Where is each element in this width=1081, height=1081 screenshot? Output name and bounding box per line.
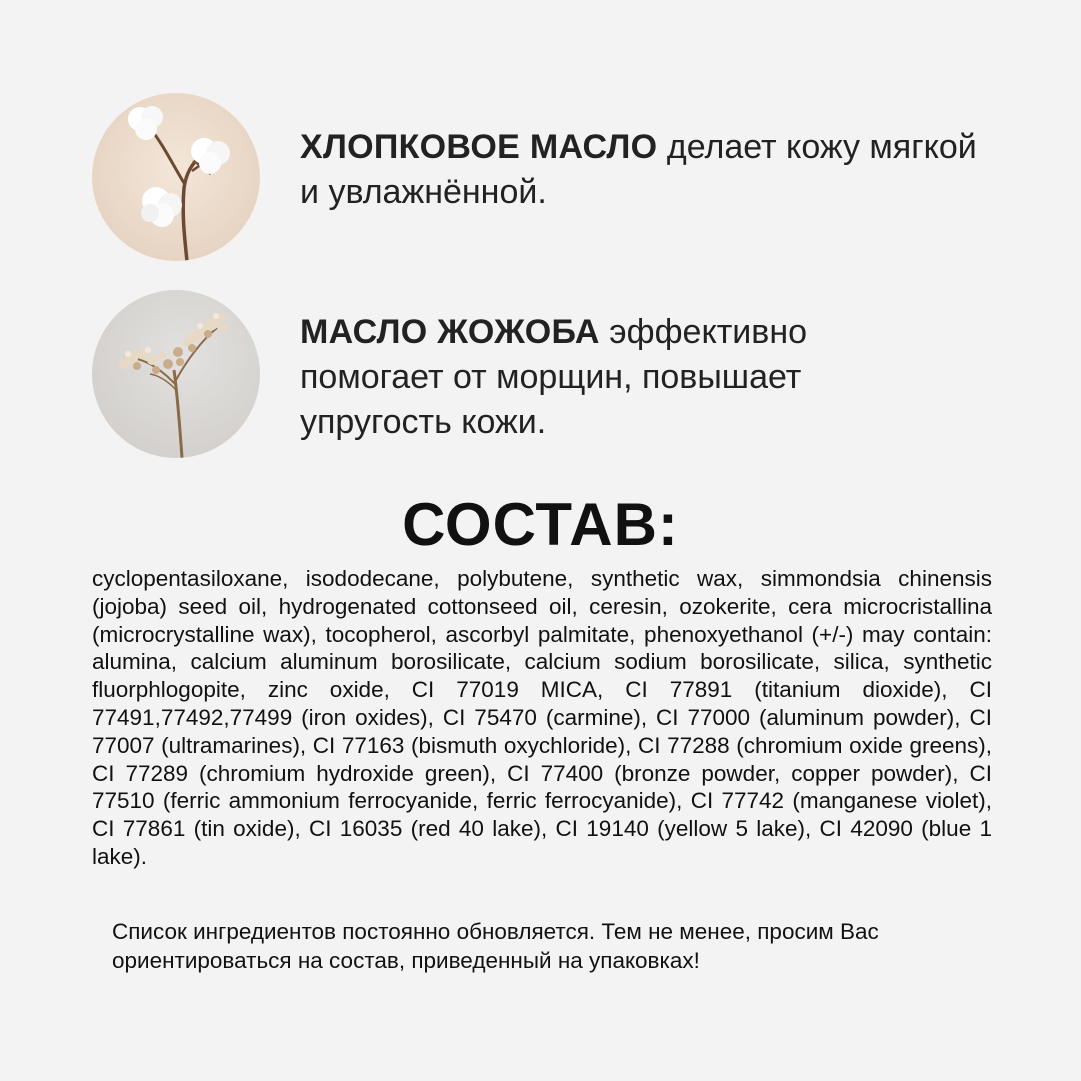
feature-jojoba-text bbox=[300, 310, 900, 445]
composition-title: СОСТАВ: bbox=[402, 491, 679, 558]
feature-cotton-title: ХЛОПКОВОЕ МАСЛО bbox=[300, 128, 658, 166]
ingredients-note: Список ингредиентов постоянно обновляется. Тем не менее, просим Вас ориентироваться на состав, приведенный на упаковках! bbox=[112, 919, 879, 973]
ingredients-list: cyclopentasiloxane, isododecane, polybutene, synthetic wax, simmondsia chinensis (jojoba) seed oil, hydrogenated cottonseed oil, ceresin, ozokerite, cera microcristallina (microcrystalline wax), tocopherol, ascorbyl palmitate, phenoxyethanol (+/-) may contain: alumina, calcium aluminum borosilicate, calcium sodium borosilicate, silica, synthetic fluorphlogopite, zinc oxide, CI 77019 MICA, CI 77891 (titanium dioxide), CI 77491,77492,77499 (iron oxides), CI 75470 (carmine), CI 77000 (aluminum powder), CI 77007 (ultramarines), CI 77163 (bismuth oxychloride), CI 77288 (chromium oxide greens), CI 77289 (chromium hydroxide green), CI 77400 (bronze powder, copper powder), CI 77510 (ferric ammonium ferrocyanide, ferric ferrocyanide), CI 77742 (manganese violet), CI 77861 (tin oxide), CI 16035 (red 40 lake), CI 19140 (yellow 5 lake), CI 42090 (blue 1 lake). bbox=[92, 566, 992, 869]
feature-jojoba-desc: эффективно помогает от морщин, повышает упругость кожи. bbox=[300, 313, 808, 441]
dried-flower-image bbox=[92, 290, 260, 458]
feature-cotton-desc: делает кожу мягкой и увлажнённой. bbox=[300, 128, 977, 211]
cotton-flower-image bbox=[92, 93, 260, 261]
feature-cotton-text bbox=[300, 125, 1000, 215]
feature-jojoba-title: МАСЛО ЖОЖОБА bbox=[300, 313, 600, 351]
